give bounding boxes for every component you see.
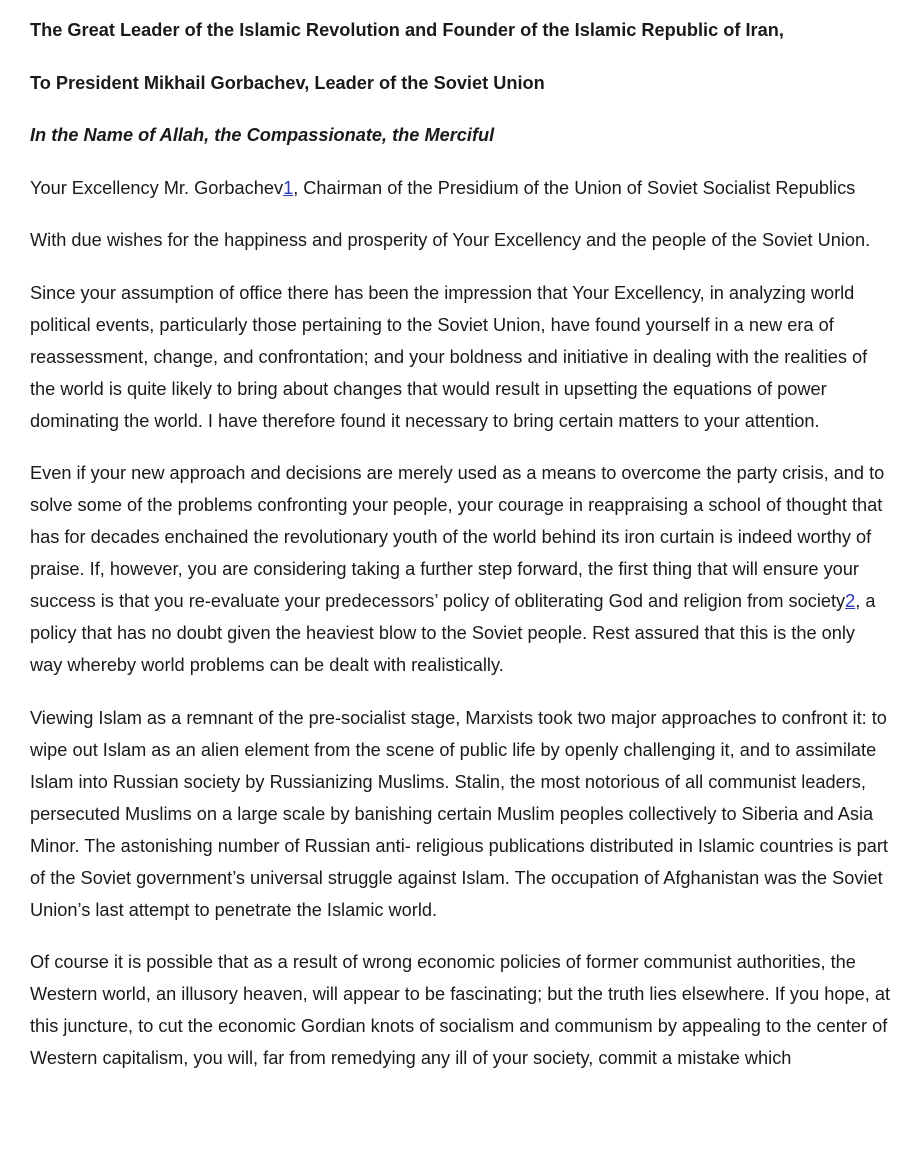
paragraph-new-approach xyxy=(30,457,892,681)
footnote-link-2[interactable]: 2 xyxy=(845,591,856,611)
salutation-title: , Chairman of the Presidium of the Union of Soviet Socialist Republics xyxy=(293,177,856,198)
letter-heading-sender: The Great Leader of the Islamic Revolution and Founder of the Islamic Republic of Iran, xyxy=(30,20,784,40)
paragraph-assumption-of-office: Since your assumption of office there has been the impression that Your Excellency, in analyzing world political events, particularly those pertaining to the Soviet Union, have found yourself in a new era of reassessment, change, and confrontation; and your boldness and initiative in dealing with the realities of the world is quite likely to bring about changes that would result in upsetting the equations of power dominating the world. I have therefore found it necessary to bring certain matters to your attention. xyxy=(30,282,868,431)
salutation-name: Your Excellency Mr. Gorbachev xyxy=(30,177,284,198)
letter-invocation: In the Name of Allah, the Compassionate, the Merciful xyxy=(30,125,495,145)
paragraph-islam-marxism: Viewing Islam as a remnant of the pre-socialist stage, Marxists took two major approaches to confront it: to wipe out Islam as an alien element from the scene of public life by openly challenging it, and to assimilate Islam into Russian society by Russianizing Muslims. Stalin, the most notorious of all communist leaders, persecuted Muslims on a large scale by banishing certain Muslim peoples collectively to Siberia and Asia Minor. The astonishing number of Russian anti- religious publications distributed in Islamic countries is part of the Soviet government’s universal struggle against Islam. The occupation of Afghanistan was the Soviet Union’s last attempt to penetrate the Islamic world. xyxy=(30,707,888,920)
paragraph-wishes: With due wishes for the happiness and prosperity of Your Excellency and the people of the Soviet Union. xyxy=(30,230,871,250)
letter-heading-recipient: To President Mikhail Gorbachev, Leader of the Soviet Union xyxy=(30,72,545,93)
footnote-link-1[interactable]: 1 xyxy=(283,177,294,198)
paragraph-new-approach-text: Even if your new approach and decisions are merely used as a means to overcome the party crisis, and to solve some of the problems confronting your people, your courage in reappraising a school of thought that has for decades enchained the revolutionary youth of the world behind its iron curtain is indeed worthy of praise. If, however, you are considering taking a further step forward, the first thing that will ensure your success is that you re-evaluate your predecessors’ policy of obliterating God and religion from society xyxy=(30,463,885,611)
letter-page xyxy=(30,14,892,1095)
paragraph-economic-policies: Of course it is possible that as a result of wrong economic policies of former communist authorities, the Western world, an illusory heaven, will appear to be fascinating; but the truth lies elsewhere. If you hope, at this juncture, to cut the economic Gordian knots of socialism and communism by appealing to the center of Western capitalism, you will, far from remedying any ill of your society, commit a mistake which xyxy=(30,952,891,1068)
paragraph-new-approach-text-continued: , a policy that has no doubt given the heaviest blow to the Soviet people. Rest assured that this is the only way whereby world problems can be dealt with realistically. xyxy=(30,591,876,675)
salutation xyxy=(30,172,892,204)
